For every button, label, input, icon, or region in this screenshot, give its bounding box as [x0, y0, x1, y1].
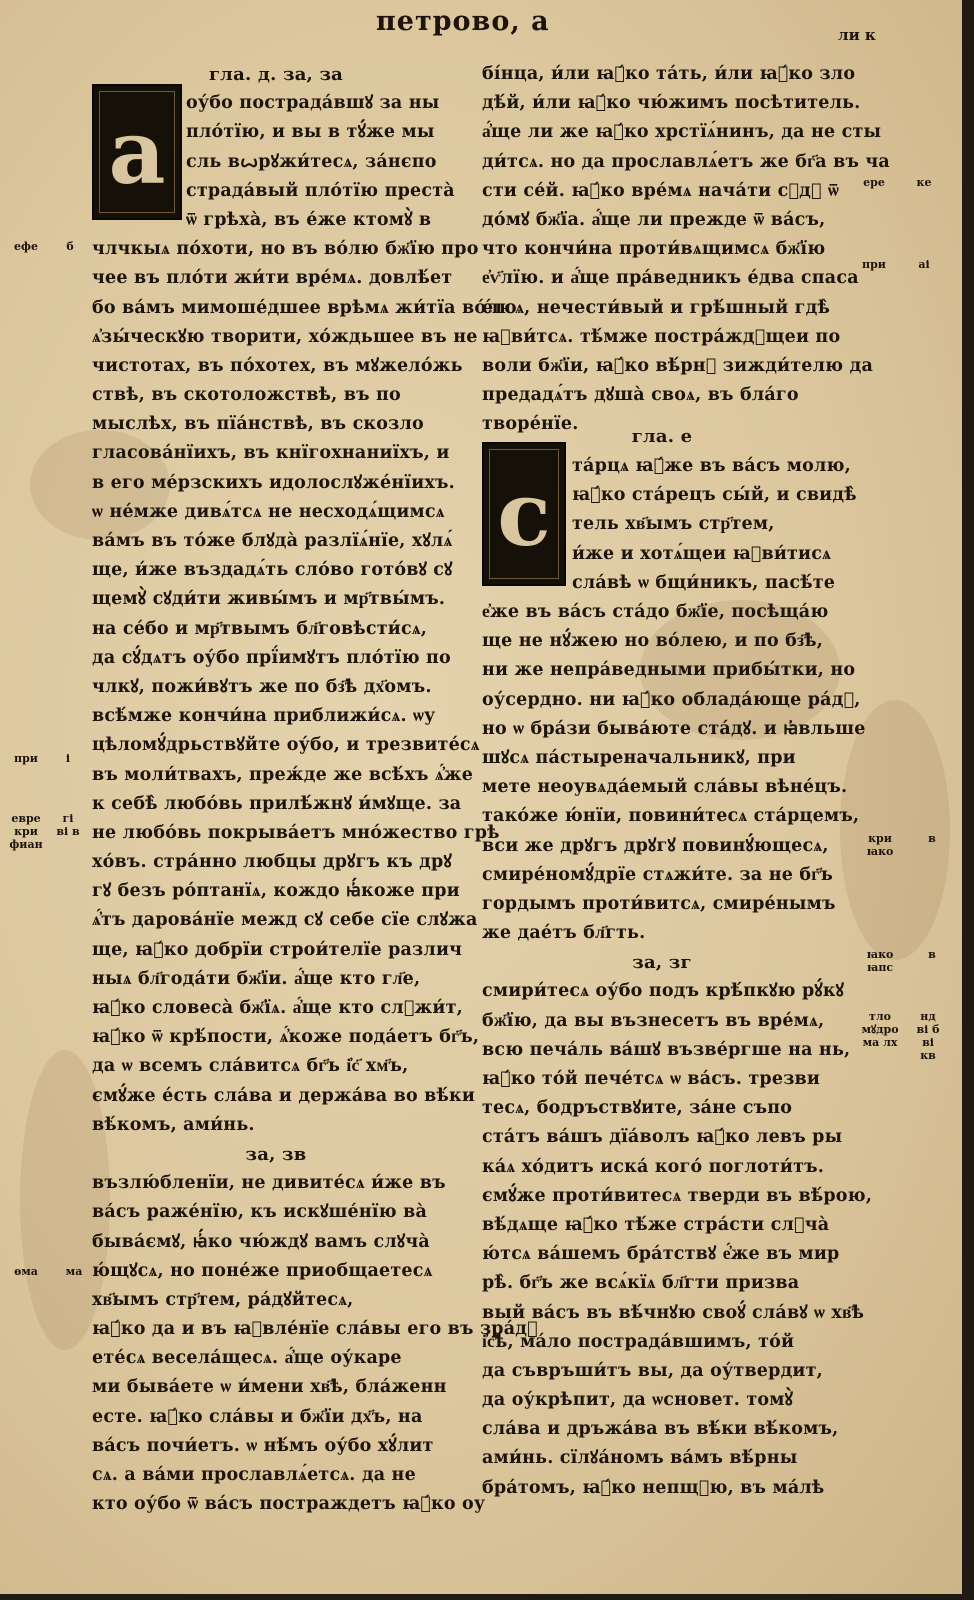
margin-note-numeral: ма — [65, 1265, 83, 1278]
text-line: ще не нꙋ́жею но во́лею, и по бз҃ѣ, — [482, 631, 824, 652]
paper-stain — [840, 700, 950, 960]
text-line: гласова́нїихъ, въ кнїгохнаниїхъ, и — [92, 443, 450, 464]
text-line: ка́ѧ хо́дитъ иска́ кого́ поглоти́тъ. — [482, 1156, 825, 1177]
initial-ornament-frame — [489, 449, 559, 579]
folio-number: ли к — [838, 26, 876, 44]
text-line: бж҃їю, да вы възнесетъ въ вре́мѧ, — [482, 1010, 825, 1031]
margin-note: евре кри фиан — [9, 812, 43, 851]
text-line: смири́тесѧ оу́бо подъ крѣ́пкꙋю рꙋ́кꙋ — [482, 981, 845, 1002]
text-line: в его ме́рзскихъ идолослꙋже́нїихъ. — [92, 472, 455, 493]
text-line: ємꙋ́же проти́витесѧ тверди въ вѣ́рою, — [482, 1185, 873, 1206]
text-line: ни же непра́ведными прибы́тки, но — [482, 660, 856, 681]
text-line: тесѧ, бодръствꙋите, за́не съпо — [482, 1098, 793, 1119]
text-line: да оу́крѣпит, да ѡсновет. томꙋ̀ — [482, 1390, 794, 1411]
text-line: і҆с҃ѣ, ма́ло пострада́вшимъ, то́й — [482, 1331, 795, 1352]
text-line: вси же дрꙋгъ дрꙋгꙋ повинꙋ́ющесѧ, — [482, 835, 829, 856]
text-line: бі́нца, и́ли ꙗ҆́ко та́ть, и́ли ꙗ҆́ко зло — [482, 64, 856, 84]
text-line: ꙗ҆́ко ѿ крѣ́пости, ѧ҆́коже пода́етъ бг҃ъ, — [92, 1027, 480, 1048]
text-line: до́мꙋ бж҃їа. а҆́ще ли прежде ѿ ва́съ, — [482, 209, 826, 230]
text-line: та́рцѧ ꙗ҆́же въ ва́съ молю, — [572, 456, 851, 476]
margin-note: кри ꙗко — [866, 832, 894, 858]
text-line: шꙋсѧ па́стыреначальникꙋ, при — [482, 747, 796, 768]
text-line: е́тсѧ, нечести́вый и грѣ́шный гдѣ̀ — [482, 297, 830, 318]
margin-note: ере — [863, 176, 885, 189]
text-line: щемꙋ̀ сꙋди́ти живы́мъ и мр҃твы́мъ. — [92, 589, 446, 610]
text-line: дѣ́й, и́ли ꙗ҆́ко чю́жимъ посѣтитель. — [482, 93, 861, 114]
initial-letter-glyph: с — [497, 462, 551, 566]
text-line: ємꙋ́же е́сть сла́ва и держа́ва во вѣ́ки — [92, 1085, 476, 1106]
text-line: сла́вѣ ѡ бщи́никъ, пасѣ́те — [572, 572, 836, 593]
margin-note-numeral: б — [66, 240, 74, 253]
text-line: ѧ҆́тъ дарова́нїе межд сꙋ себе сїе слꙋжа — [92, 910, 478, 931]
text-line: гордымъ проти́витсѧ, смире́нымъ — [482, 893, 836, 914]
text-line: да ѡ всемъ сла́витсѧ бг҃ъ і҆с҃ хм҃ъ, — [92, 1056, 409, 1077]
text-line: мыслѣх, въ пїа́нствѣ, въ скозло — [92, 414, 424, 435]
text-line: ѧ҆зы́ческꙋю творити, хо́ждьшее въ не — [92, 326, 478, 347]
text-line: же дае́тъ бл҃гть. — [482, 923, 646, 944]
text-line: оу́сердно. ни ꙗ҆́ко облада́юще ра́дꙋ, — [482, 689, 861, 710]
text-line: вый ва́съ въ вѣ́чнꙋю своꙋ́ сла́вꙋ ѡ хв҃ѣ — [482, 1302, 865, 1323]
margin-note-numeral: в — [928, 832, 936, 845]
text-line: и́же и хотѧ́щеи ꙗ҆ви́тисѧ — [572, 543, 832, 564]
text-line: ста́тъ ва́шъ дїа́волъ ꙗ҆́ко левъ ры — [482, 1127, 843, 1148]
text-line: ми быва́ете ѡ и́мени хв҃ѣ, бла́женн — [92, 1377, 447, 1398]
text-line: да съвръши́тъ вы, да оу́твердит, — [482, 1360, 823, 1381]
text-line: творе́нїе. — [482, 414, 579, 435]
text-line: ю́тсѧ ва́шемъ бра́тствꙋ е҆́же въ мир — [482, 1244, 840, 1265]
text-line: ще, ꙗ҆́ко добрїи строи́телїе различ — [92, 939, 463, 960]
text-line: ныѧ бл҃года́ти бж҃їи. а҆́ще кто гл҃е, — [92, 968, 421, 989]
text-line: въ моли́твахъ, преж́де же всѣ́хъ ѧ҆́же — [92, 764, 474, 785]
text-line: оу́бо пострада́вшꙋ за ны — [186, 93, 440, 114]
margin-note: тло мꙋдро ма лх — [861, 1010, 899, 1049]
text-line: ствѣ, въ скотоложствѣ, въ по — [92, 385, 401, 406]
text-line: за, зг — [632, 952, 692, 974]
text-line: гла. д. за, за — [208, 64, 344, 85]
text-line: что кончи́на проти́вѧщимсѧ бж҃їю — [482, 239, 826, 260]
text-line: цѣломꙋ́дрьствꙋйте оу́бо, и трезвите́сѧ — [92, 735, 480, 756]
margin-note: ꙗко ꙗпс — [866, 948, 894, 974]
margin-note: ѳма — [14, 1265, 38, 1278]
initial-letter-left — [92, 84, 182, 220]
text-line: е҆же въ ва́съ ста́до бж҃їе, посѣща́ю — [482, 602, 829, 622]
text-line: тако́же ю́нїи, повини́тесѧ ста́рцемъ, — [482, 806, 860, 827]
text-line: члчкыѧ по́хоти, но въ во́лю бж҃їю про — [92, 239, 479, 260]
text-line: но ѡ бра́зи быва́юте ста́дꙋ. и ꙗ҆вльше — [482, 718, 866, 739]
margin-note-numeral: ке — [916, 176, 932, 189]
text-line: хв҃ымъ стр҃тем, ра́дꙋйтесѧ, — [92, 1289, 354, 1310]
text-line: воли бж҃їи, ꙗ҆́ко вѣ́рнꙋ зижди́телю да — [482, 355, 874, 376]
text-line: ꙗ҆́ко ста́рецъ сы́й, и свидѣ̀ — [572, 485, 857, 506]
text-line: ете́сѧ весела́щесѧ. а҆́ще оу́каре — [92, 1348, 402, 1369]
text-line: ва́съ почи́етъ. ѡ нѣ́мъ оу́бо хꙋ́лит — [92, 1435, 434, 1456]
text-line: да сꙋ́дѧтъ оу́бо прї́имꙋтъ пло́тїю по — [92, 647, 451, 668]
text-line: чее въ пло́ти жи́ти вре́мѧ. довлѣ́ет — [92, 268, 453, 289]
text-line: ꙗ҆́ко то́й пече́тсѧ ѡ ва́съ. трезви — [482, 1069, 821, 1089]
text-line: ю́щꙋсѧ, но поне́же приобщаетесѧ — [92, 1260, 433, 1281]
text-line: всю печа́ль ва́шꙋ възве́ргше на нь, — [482, 1039, 851, 1060]
text-line: не любо́вь покрыва́етъ мно́жество грѣ — [92, 822, 500, 843]
text-line: рѣ̀. бг҃ъ же всѧ́кїѧ бл҃гти призва — [482, 1273, 800, 1294]
text-line: сль вꙍрꙋжи́тесѧ, за́нєпо — [186, 151, 437, 172]
text-line: ꙗ҆ви́тсѧ. тѣ́мже постра́ждꙋщеи по — [482, 326, 841, 347]
text-line: сѧ. а ва́ми прославлѧ́етсѧ. да не — [92, 1465, 416, 1485]
initial-letter-glyph: а — [108, 100, 166, 204]
initial-ornament-frame — [99, 91, 175, 213]
text-line: ще, и́же въздадѧ́ть сло́во гото́вꙋ сꙋ — [92, 560, 453, 581]
text-line: а҆́ще ли же ꙗ҆́ко хрстїѧ́нинъ, да не сты — [482, 122, 882, 143]
text-line: вѣ́дѧще ꙗ҆́ко тѣ́же стра́сти слꙋча̀ — [482, 1214, 830, 1235]
text-line: есте. ꙗ҆́ко сла́вы и бж҃їи дх҃ъ, на — [92, 1406, 423, 1427]
right-text-column-initial-block — [572, 452, 857, 598]
text-line: сти се́й. ꙗ҆́ко вре́мѧ нача́ти сꙋдꙋ ѿ — [482, 180, 840, 201]
text-line: за, зв — [245, 1143, 307, 1165]
text-line: ѿ грѣха̀, въ е́же ктомꙋ̀ в — [186, 209, 432, 230]
margin-note-numeral: і — [65, 752, 71, 765]
text-line: гꙋ безъ ро́птанїѧ, кождо ꙗ҆́коже при — [92, 881, 460, 902]
running-head: петрово, а — [376, 6, 550, 37]
initial-letter-right — [482, 442, 566, 586]
text-line: кто оу́бо ѿ ва́съ постраждетъ ꙗ҆́ко оу — [92, 1494, 486, 1515]
text-line: е҆ѵ҃лїю. и а҆́ще пра́ведникъ е́два спаса — [482, 268, 859, 289]
margin-note-numeral: гі ві в — [56, 812, 80, 838]
margin-note: ефе — [14, 240, 38, 253]
text-line: мете неоувѧда́емый сла́вы вѣне́цъ. — [482, 777, 848, 798]
text-line: вѣ́комъ, ами́нь. — [92, 1114, 255, 1135]
text-line: смире́номꙋ́дрїе стѧжи́те. за не бг҃ъ — [482, 864, 834, 885]
text-line: чистотах, въ по́хотех, въ мꙋжело́жь — [92, 355, 463, 376]
text-line: ва́мъ въ то́же блꙋда̀ разлїѧ́нїе, хꙋлѧ́ — [92, 531, 453, 551]
text-line: предадѧ́тъ дꙋша̀ своѧ, въ бла́го — [482, 385, 799, 406]
text-line: ва́съ раже́нїю, къ искꙋше́нїю ва̀ — [92, 1202, 428, 1223]
text-line: ди́тсѧ. но да прославлѧ́етъ же бг҃а въ ча — [482, 151, 890, 172]
text-line: бо ва́мъ мимоше́дшее врѣмѧ жи́тїа во́лю — [92, 297, 517, 318]
text-line: к себѣ̀ любо́вь прилѣ́жнꙋ и́мꙋще. за — [92, 793, 462, 814]
text-line: всѣ́мже кончи́на приближи́сѧ. ѡу — [92, 706, 436, 727]
right-text-column-bottom — [482, 598, 873, 1503]
margin-note: при — [14, 752, 38, 765]
text-line: бра́томъ, ꙗ҆́ко непщꙋю, въ ма́лѣ — [482, 1477, 825, 1498]
text-line: ами́нь. сїлꙋа́номъ ва́мъ вѣ́рны — [482, 1448, 798, 1469]
margin-note: при — [862, 258, 886, 271]
text-line: ѡ не́мже дивѧ́тсѧ не несходѧ́щимсѧ — [92, 501, 445, 522]
text-line: възлю́бленїи, не дивите́сѧ и́же въ — [92, 1173, 446, 1194]
text-line: ꙗ҆́ко да и въ ꙗ҆вле́нїе сла́вы его въ зра́дꙋ — [92, 1319, 538, 1340]
text-line: страда́вый пло́тїю преста̀ — [186, 180, 455, 201]
margin-note-numeral: в — [928, 948, 936, 961]
text-line: члкꙋ, пожи́вꙋтъ же по бз҃ѣ дх҃омъ. — [92, 676, 432, 697]
margin-note-numeral: нд ві б ві кв — [916, 1010, 940, 1062]
text-line: хо́въ. стра́нно любцы дрꙋгъ къ дрꙋ — [92, 852, 452, 873]
margin-note-numeral: аі — [918, 258, 930, 271]
text-line: на се́бо и мр҃твымъ бл҃говѣсти́сѧ, — [92, 618, 428, 639]
text-line: сла́ва и дръжа́ва въ вѣ́ки вѣ́комъ, — [482, 1419, 839, 1440]
chapter-heading-right: гла. е — [631, 426, 693, 447]
text-line: пло́тїю, и вы в тꙋ́же мы — [186, 122, 435, 143]
text-line: быва́ємꙋ, ꙗ҆́ко чю́ждꙋ вамъ слꙋча̀ — [92, 1231, 430, 1252]
text-line: тель хв҃ымъ стр҃тем, — [572, 514, 775, 535]
text-line: ꙗ҆́ко словеса̀ бж҃їѧ. а҆́ще кто слꙋжи́т, — [92, 998, 463, 1018]
